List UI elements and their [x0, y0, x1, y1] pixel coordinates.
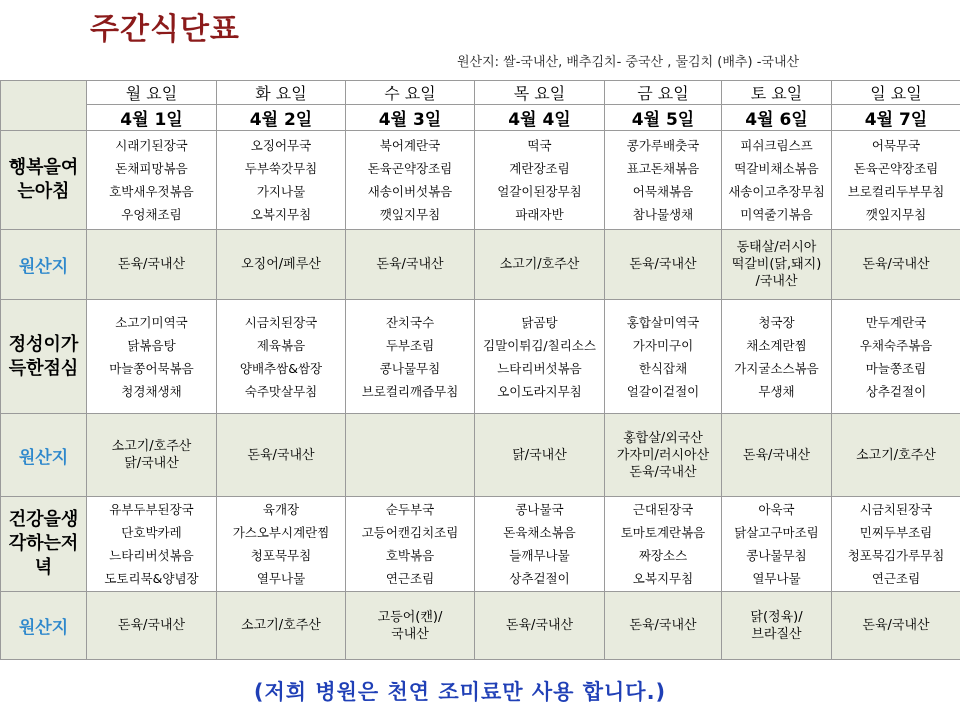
- meal-label-line: 점심: [43, 357, 79, 379]
- menu-cell: [346, 300, 475, 414]
- menu-cell: [87, 131, 217, 230]
- meal-label-line: 가득한: [8, 333, 79, 379]
- day-header: 토 요일: [722, 81, 832, 105]
- origin-item: 돈육/국내산: [376, 257, 444, 272]
- menu-cell: [346, 497, 475, 592]
- menu-item: 돈채피망볶음: [115, 161, 188, 176]
- menu-item: 가스오부시계란찜: [232, 525, 330, 540]
- menu-item: 순두부국: [385, 502, 435, 517]
- day-header: 일 요일: [832, 81, 960, 105]
- menu-cell: [605, 300, 722, 414]
- menu-item: 무생채: [758, 383, 795, 399]
- menu-item: 우채숙주볶음: [859, 337, 933, 353]
- origin-item: 돈육/국내산: [629, 257, 697, 272]
- origin-item: 닭(정육)/: [750, 609, 803, 625]
- origin-item: 동태살/러시아: [736, 240, 817, 255]
- menu-cell: [346, 131, 475, 230]
- origin-item: 오징어/페루산: [241, 257, 321, 272]
- menu-cell: [722, 131, 832, 230]
- menu-item: 콩나물무침: [746, 548, 807, 563]
- menu-item: 두부조림: [385, 337, 435, 353]
- menu-item: 홍합살미역국: [626, 314, 700, 330]
- menu-item: 오이도라지무침: [497, 383, 582, 399]
- date-header: 4월 1일: [87, 105, 217, 131]
- origin-cell: [722, 230, 832, 300]
- menu-item: 계란장조림: [509, 161, 570, 176]
- menu-item: 짜장소스: [638, 548, 688, 563]
- meal-label-line: 건강을: [8, 509, 61, 530]
- menu-cell: [217, 300, 346, 414]
- menu-item: 미역줄기볶음: [740, 207, 813, 222]
- menu-item: 소고기미역국: [115, 314, 188, 330]
- menu-item: 오복지무침: [632, 571, 694, 586]
- origin-item: 닭/국내산: [512, 447, 567, 463]
- menu-item: 새송이고추장무침: [728, 184, 825, 199]
- menu-item: 느타리버섯볶음: [497, 360, 582, 376]
- origin-item: 돈육/국내산: [629, 464, 697, 480]
- menu-item: 가자미구이: [632, 337, 694, 353]
- meal-label-line: 아침: [34, 181, 70, 202]
- date-header: 4월 5일: [605, 105, 722, 131]
- origin-label: 원산지: [1, 414, 87, 497]
- day-header-row: [1, 81, 960, 105]
- menu-item: 청포묵무침: [250, 548, 312, 563]
- menu-item: 양배추쌈&쌈장: [239, 360, 323, 376]
- day-header: 수 요일: [346, 81, 475, 105]
- dinner-menu-row: [1, 497, 960, 592]
- origin-item: 돈육/국내산: [742, 447, 811, 463]
- breakfast-origin-row: [1, 230, 960, 300]
- origin-item: 고등어(캔)/: [377, 609, 443, 625]
- menu-item: 닭볶음탕: [127, 337, 176, 353]
- page-title: 주간식단표: [90, 12, 240, 47]
- origin-cell: [217, 592, 346, 660]
- origin-item: 돈육/국내산: [629, 618, 697, 633]
- menu-item: 북어계란국: [379, 138, 441, 153]
- corner-cell: [1, 81, 87, 131]
- day-header: 화 요일: [217, 81, 346, 105]
- menu-body: [1, 131, 960, 660]
- origin-item: 돈육/국내산: [117, 257, 186, 272]
- menu-item: 어묵채볶음: [632, 184, 694, 199]
- date-header-row: [1, 105, 960, 131]
- menu-item: 가지나물: [256, 184, 306, 199]
- menu-item: 호박볶음: [385, 548, 435, 563]
- menu-cell: [475, 300, 605, 414]
- menu-item: 마늘쫑어묵볶음: [109, 360, 194, 376]
- origin-item: 돈육/국내산: [247, 447, 315, 463]
- menu-item: 피쉬크림스프: [740, 138, 813, 153]
- menu-item: 떡갈비채소볶음: [734, 161, 819, 176]
- origin-cell: [832, 414, 960, 497]
- origin-cell: [605, 592, 722, 660]
- origin-cell: [475, 230, 605, 300]
- origin-item: 홍합살/외국산: [623, 430, 703, 446]
- dinner-label: [1, 497, 87, 592]
- origin-item: 국내산: [391, 626, 429, 642]
- origin-item: 닭/국내산: [124, 456, 179, 471]
- origin-item: 소고기/호주산: [111, 439, 192, 454]
- dinner-origin-row: [1, 592, 960, 660]
- menu-item: 떡국: [527, 138, 552, 153]
- menu-item: 채소계란찜: [746, 337, 807, 353]
- origin-cell: [87, 592, 217, 660]
- origin-cell: [87, 230, 217, 300]
- date-header: 4월 7일: [832, 105, 960, 131]
- lunch-menu-row: [1, 300, 960, 414]
- menu-item: 연근조림: [871, 571, 921, 586]
- menu-item: 시래기된장국: [115, 138, 188, 153]
- day-header: 금 요일: [605, 81, 722, 105]
- meal-label-line: 정성이: [8, 333, 61, 355]
- menu-item: 고등어캔김치조림: [361, 525, 459, 540]
- menu-item: 얼갈이겉절이: [626, 383, 700, 399]
- day-header: 월 요일: [87, 81, 217, 105]
- origin-label: 원산지: [1, 230, 87, 300]
- origin-item: 가자미/러시아산: [616, 447, 710, 463]
- menu-item: 근대된장국: [632, 502, 694, 517]
- meal-label-line: 생각하는: [8, 509, 79, 554]
- origin-cell: [475, 414, 605, 497]
- menu-cell: [832, 131, 960, 230]
- menu-item: 닭살고구마조림: [734, 525, 819, 540]
- menu-cell: [722, 300, 832, 414]
- weekly-menu-table: [0, 80, 960, 660]
- menu-item: 브로컬리두부무침: [847, 184, 945, 199]
- menu-item: 호박새우젓볶음: [109, 184, 194, 199]
- menu-item: 한식잡채: [638, 360, 688, 376]
- menu-cell: [832, 300, 960, 414]
- menu-cell: [475, 131, 605, 230]
- footer-note: (저희 병원은 천연 조미료만 사용 합니다.): [253, 680, 667, 704]
- menu-item: 돈육곤약장조림: [853, 161, 939, 176]
- menu-item: 육개장: [262, 502, 300, 517]
- menu-item: 청경채생채: [121, 383, 182, 399]
- menu-cell: [475, 497, 605, 592]
- meal-label-line: 저녁: [34, 533, 79, 578]
- menu-item: 제육볶음: [256, 337, 306, 353]
- origin-cell: [722, 592, 832, 660]
- origin-cell: [346, 230, 475, 300]
- origin-item: 떡갈비(닭,돼지): [731, 257, 822, 272]
- menu-item: 콩가루배춧국: [626, 138, 700, 153]
- menu-item: 두부쑥갓무침: [244, 161, 318, 176]
- menu-item: 토마토계란볶음: [620, 525, 706, 540]
- menu-item: 콩나물국: [515, 502, 564, 517]
- menu-item: 가지굴소스볶음: [734, 360, 819, 376]
- menu-cell: [605, 131, 722, 230]
- origin-cell: [722, 414, 832, 497]
- menu-item: 얼갈이된장무침: [497, 184, 582, 199]
- menu-item: 깻잎지무침: [865, 207, 927, 222]
- date-header: 4월 2일: [217, 105, 346, 131]
- menu-item: 깻잎지무침: [379, 207, 441, 222]
- date-header: 4월 4일: [475, 105, 605, 131]
- menu-item: 민찌두부조림: [859, 525, 933, 540]
- menu-item: 유부두부된장국: [109, 502, 194, 517]
- origin-cell: [832, 592, 960, 660]
- menu-cell: [217, 497, 346, 592]
- origin-item: 소고기/호주산: [241, 618, 321, 633]
- origin-cell: [346, 592, 475, 660]
- menu-item: 열무나물: [256, 571, 306, 586]
- menu-cell: [87, 300, 217, 414]
- menu-cell: [832, 497, 960, 592]
- menu-item: 파래자반: [515, 207, 564, 222]
- menu-item: 단호박카레: [121, 525, 182, 540]
- menu-item: 잔치국수: [385, 314, 435, 330]
- origin-item: /국내산: [755, 274, 798, 289]
- menu-item: 아욱국: [758, 502, 795, 517]
- menu-cell: [217, 131, 346, 230]
- menu-item: 상추겉절이: [509, 571, 570, 586]
- origin-cell: [87, 414, 217, 497]
- origin-cell: [605, 414, 722, 497]
- origin-cell: [217, 414, 346, 497]
- menu-item: 숙주맛살무침: [244, 383, 318, 399]
- date-header: 4월 6일: [722, 105, 832, 131]
- origin-cell: [605, 230, 722, 300]
- menu-item: 청포묵김가루무침: [847, 548, 945, 563]
- menu-item: 표고돈채볶음: [626, 161, 700, 176]
- menu-item: 마늘쫑조림: [865, 360, 927, 376]
- menu-item: 들깨무나물: [509, 548, 570, 563]
- menu-item: 열무나물: [752, 571, 801, 586]
- origin-cell: [832, 230, 960, 300]
- menu-item: 시금치된장국: [859, 502, 933, 517]
- origin-cell: [346, 414, 475, 497]
- menu-item: 어묵무국: [871, 138, 921, 153]
- origin-label: 원산지: [1, 592, 87, 660]
- origin-item: 돈육/국내산: [862, 257, 930, 272]
- menu-item: 참나물생채: [632, 207, 694, 222]
- origin-item: 브라질산: [751, 626, 802, 642]
- date-header: 4월 3일: [346, 105, 475, 131]
- menu-item: 오복지무침: [250, 207, 312, 222]
- menu-cell: [722, 497, 832, 592]
- menu-item: 콩나물무침: [379, 360, 441, 376]
- menu-item: 김말이튀김/칠리소스: [483, 337, 596, 353]
- origin-item: 돈육/국내산: [862, 618, 930, 633]
- lunch-origin-row: [1, 414, 960, 497]
- meal-label-line: 여는: [17, 157, 79, 202]
- menu-item: 연근조림: [385, 571, 435, 586]
- origin-item: 소고기/호주산: [856, 447, 936, 463]
- breakfast-label: [1, 131, 87, 230]
- menu-item: 청국장: [758, 314, 795, 330]
- origin-item: 돈육/국내산: [505, 618, 574, 633]
- menu-item: 닭곰탕: [521, 314, 558, 330]
- menu-item: 만두계란국: [865, 314, 927, 330]
- origin-item: 소고기/호주산: [499, 257, 580, 272]
- menu-item: 느타리버섯볶음: [109, 548, 194, 563]
- breakfast-menu-row: [1, 131, 960, 230]
- menu-item: 브로컬리깨즙무침: [361, 383, 459, 399]
- menu-cell: [605, 497, 722, 592]
- origin-cell: [217, 230, 346, 300]
- lunch-label: [1, 300, 87, 414]
- meal-label-line: 행복을: [8, 157, 61, 178]
- day-header: 목 요일: [475, 81, 605, 105]
- origin-note: 원산지: 쌀-국내산, 배추김치- 중국산 , 물김치 (배추) -국내산: [457, 55, 800, 70]
- menu-item: 오징어무국: [250, 138, 312, 153]
- menu-item: 상추겉절이: [865, 383, 927, 399]
- origin-cell: [475, 592, 605, 660]
- menu-cell: [87, 497, 217, 592]
- menu-item: 시금치된장국: [244, 314, 318, 330]
- menu-item: 우엉채조림: [121, 207, 182, 222]
- menu-item: 도토리묵&양념장: [104, 571, 199, 586]
- menu-item: 새송이버섯볶음: [367, 184, 453, 199]
- origin-item: 돈육/국내산: [117, 618, 186, 633]
- menu-item: 돈육곤약장조림: [367, 161, 453, 176]
- menu-item: 돈육채소볶음: [503, 525, 576, 540]
